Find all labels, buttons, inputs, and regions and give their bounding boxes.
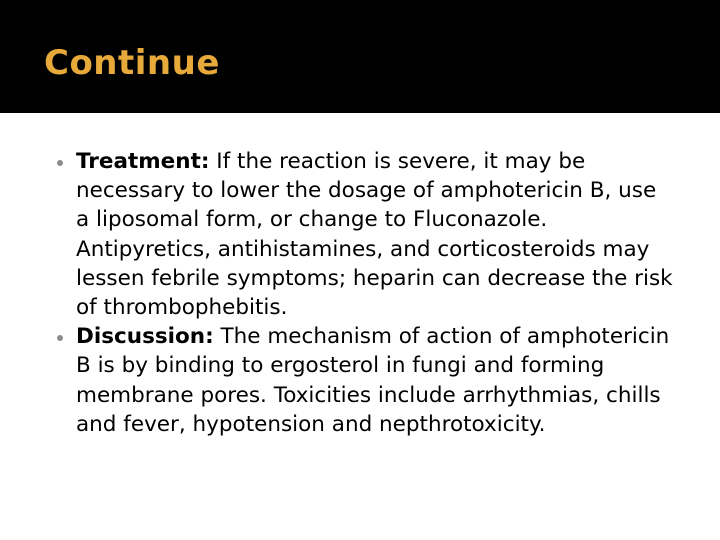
- bullet-list: [76, 147, 676, 439]
- title-band: [0, 0, 720, 113]
- content-area: [0, 115, 720, 540]
- bullet-text-treatment: If the reaction is severe, it may be necessary to lower the dosage of amphotericin B, use a liposomal form, or change to Fluconazole. Antipyretics, antihistamines, and corticosteroids may lessen febrile symptoms; heparin can decrease the risk of thrombophebitis.: [76, 149, 673, 321]
- bullet-item-treatment: [76, 147, 676, 322]
- bullet-lead-discussion: Discussion:: [76, 324, 214, 350]
- bullet-text-discussion: The mechanism of action of amphotericin B is by binding to ergosterol in fungi and forming membrane pores. Toxicities include arrhythmias, chills and fever, hypotension and nepthrotoxicity.: [76, 324, 670, 437]
- bullet-lead-treatment: Treatment:: [76, 149, 210, 174]
- bullet-item-discussion: [76, 322, 676, 439]
- slide-title: Continue: [44, 43, 220, 83]
- bullet-icon: [57, 160, 63, 166]
- bullet-icon: [57, 335, 63, 341]
